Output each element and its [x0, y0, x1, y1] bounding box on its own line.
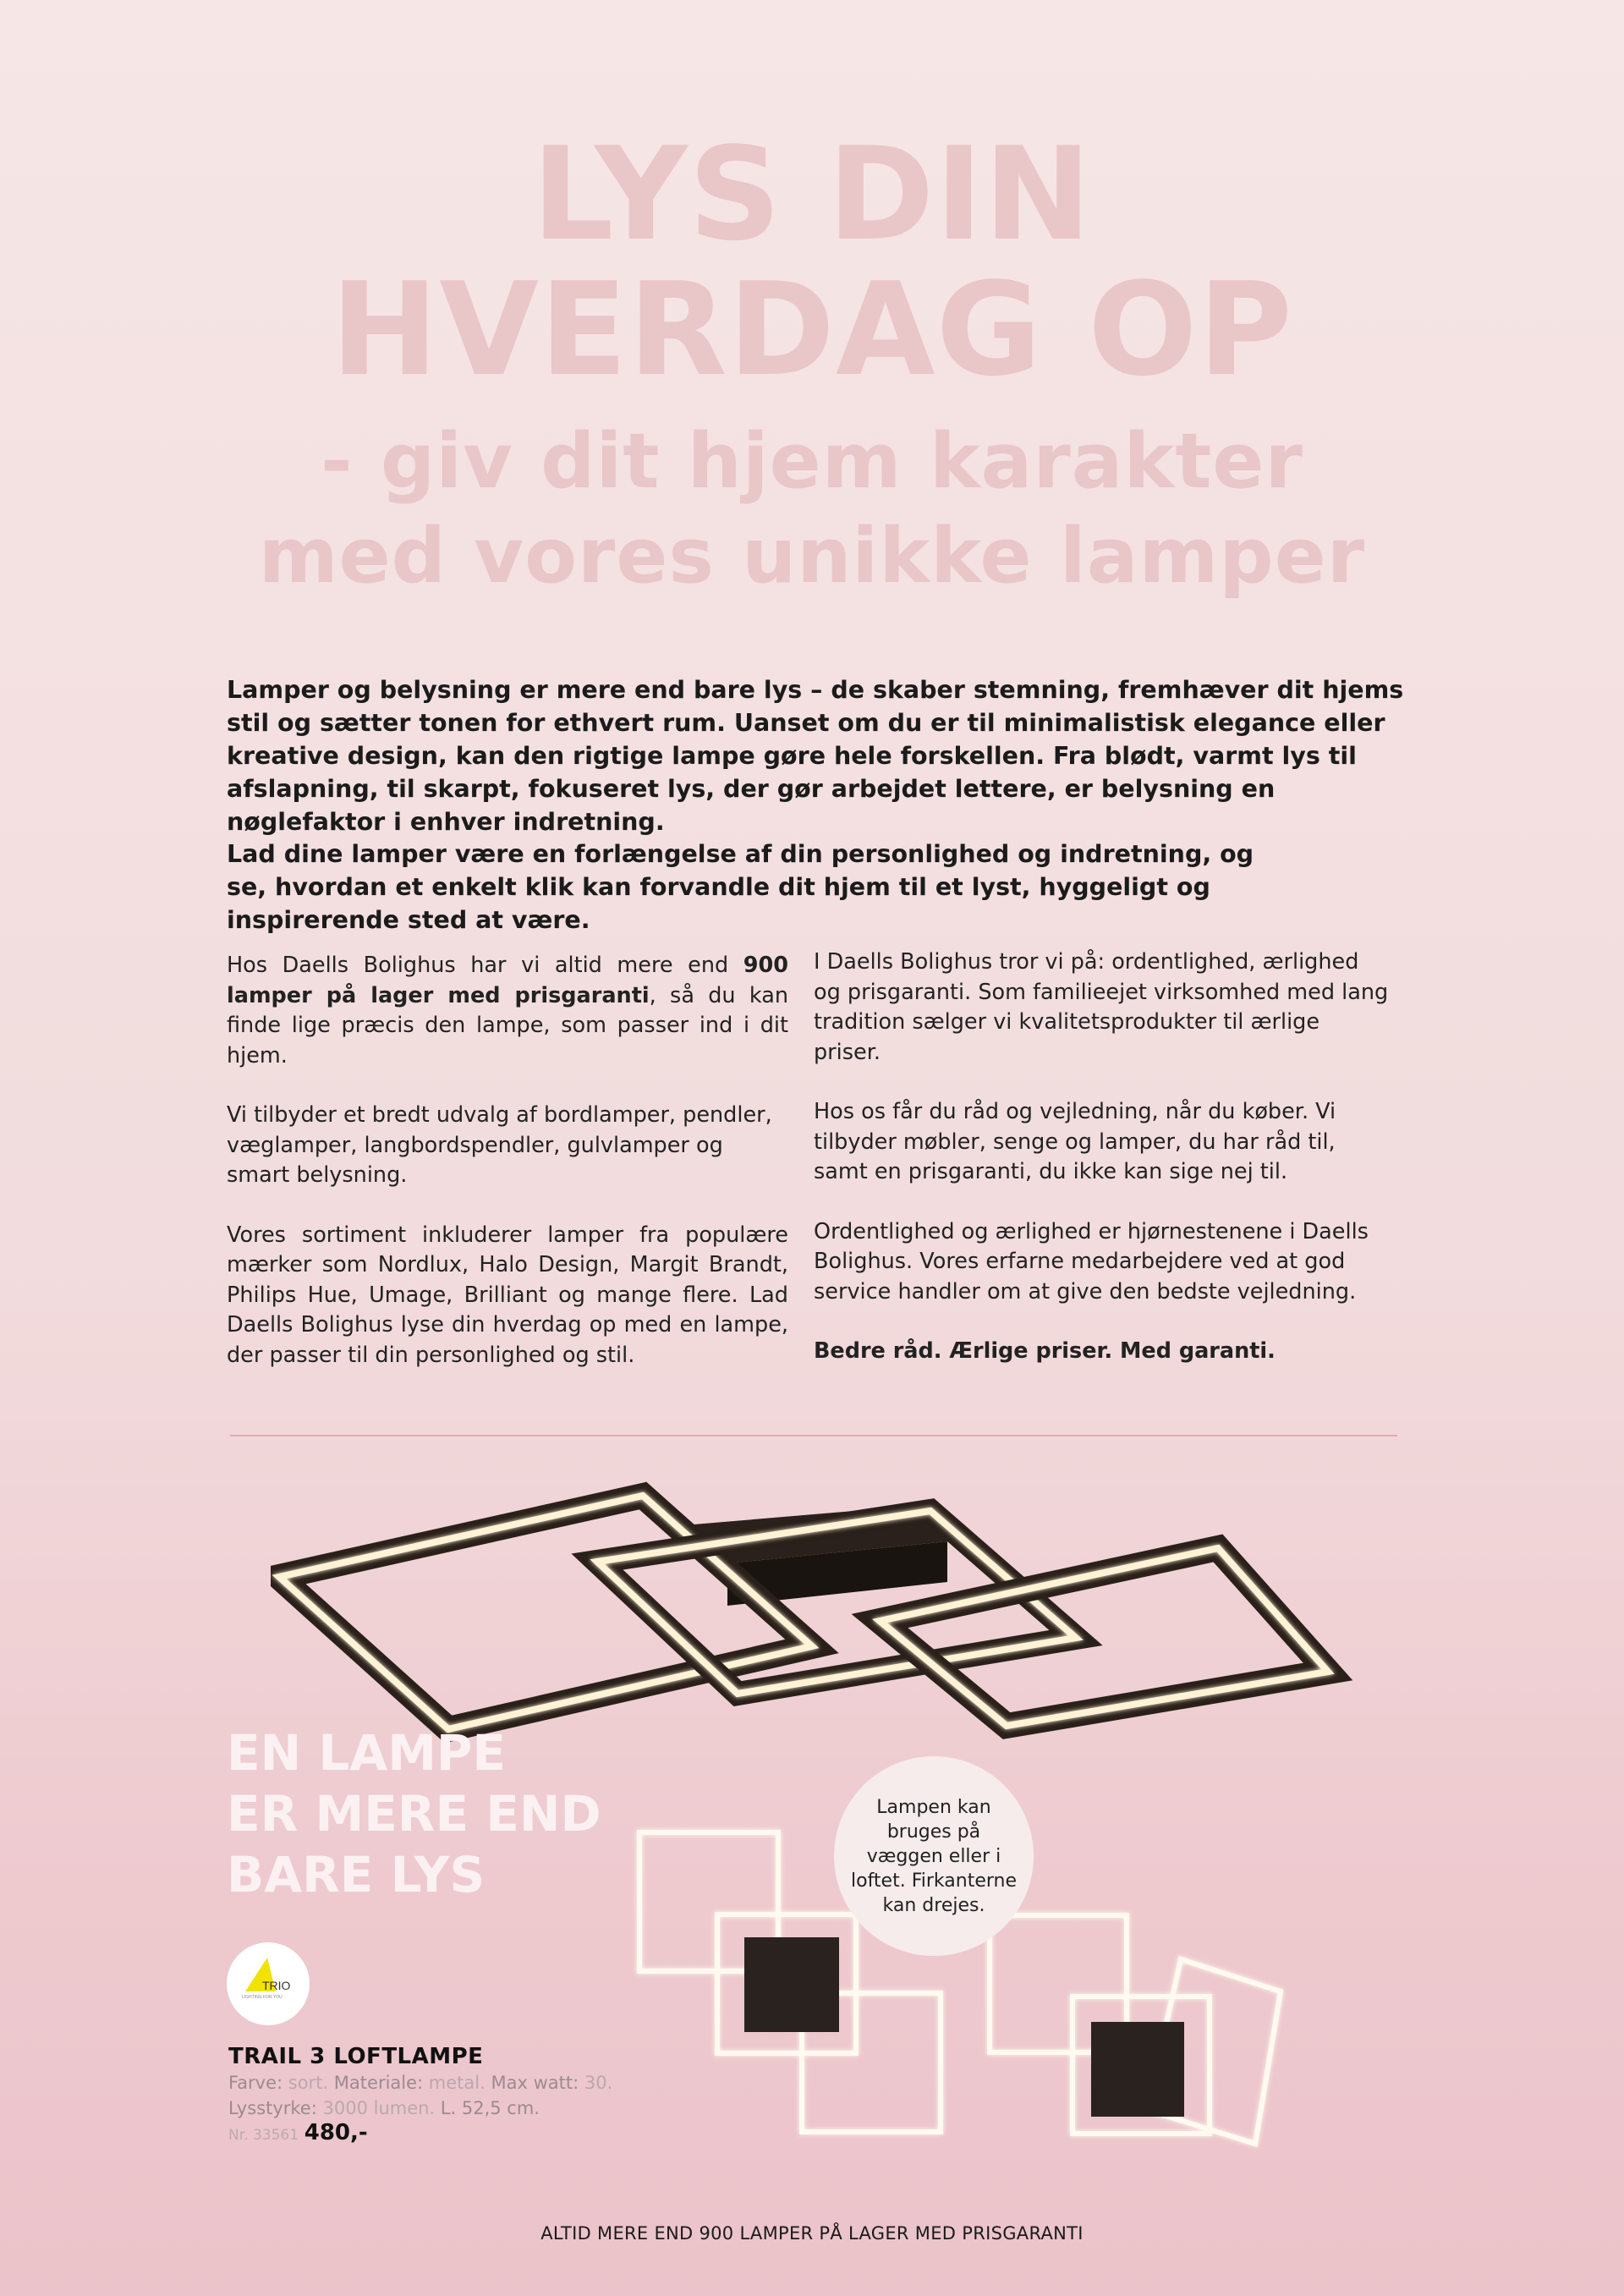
trail-lamp-main-image	[271, 1472, 1353, 1751]
hero-subheading	[0, 415, 1624, 604]
left-col-paragraph-3: Vores sortiment inkluderer lamper fra populære mærker som Nordlux, Halo Design, Margit Brandt, Philips Hue, Umage, Brilliant og mange flere. Lad Daells Bolighus lyse din hverdag op med en lampe, der passer til din personlighed og stil.	[227, 1222, 788, 1368]
info-bubble: Lampen kan bruges på væggen eller i loftet. Firkanterne kan drejes.	[834, 1756, 1034, 1956]
trio-logo-icon	[227, 1942, 310, 2025]
footer-text: ALTID MERE END 900 LAMPER PÅ LAGER MED PRISGARANTI	[540, 2223, 1084, 2244]
hero-line-3: - giv dit hjem karakter	[321, 417, 1303, 506]
hero-line-1: LYS DIN	[531, 119, 1093, 269]
section-divider	[230, 1435, 1397, 1436]
left-column	[227, 951, 788, 1400]
hero-line-2: HVERDAG OP	[331, 255, 1293, 404]
product-number: Nr. 33561	[228, 2127, 299, 2144]
trio-logo	[227, 1942, 310, 2025]
product-specs-line-2: Lysstyrke: 3000 lumen. L. 52,5 cm.	[228, 2098, 540, 2118]
left-col-paragraph-1: Hos Daells Bolighus har vi altid mere end 900 lamper på lager med prisgaranti, så du kan finde lige præcis den lampe, som passer ind i dit hjem.	[227, 953, 788, 1068]
svg-text:TRIO: TRIO	[262, 1979, 291, 1992]
right-col-tagline: Bedre råd. Ærlige priser. Med garanti.	[814, 1338, 1276, 1364]
right-col-paragraph-1: I Daells Bolighus tror vi på: ordentlighed, ærlighed og prisgaranti. Som familieejet virksomhed med lang tradition sælger vi kvalitetsprodukter til ærlige priser.	[814, 949, 1389, 1065]
slogan: EN LAMPE ER MERE END BARE LYS	[227, 1724, 601, 1903]
intro-paragraph-1: Lamper og belysning er mere end bare lys – de skaber stemning, fremhæver dit hjems stil og sætter tonen for ethvert rum. Uanset om du er til minimalistisk elegance eller kreative design, kan den rigtige lampe gøre hele forskellen. Fra blødt, varmt lys til afslapning, til skarpt, fokuseret lys, der gør arbejdet lettere, er belysning en nøglefaktor i enhver indretning.	[227, 676, 1404, 836]
product-price-line	[228, 2120, 368, 2145]
right-column	[814, 948, 1389, 1397]
right-col-paragraph-2: Hos os får du råd og vejledning, når du køber. Vi tilbyder møbler, senge og lamper, du har råd til, samt en prisgaranti, du ikke kan sige nej til.	[814, 1099, 1336, 1184]
svg-text:LIGHTING FOR YOU: LIGHTING FOR YOU	[242, 1995, 283, 2000]
hero-heading	[0, 119, 1624, 404]
product-specs-line-1: Farve: sort. Materiale: metal. Max watt: 30.	[228, 2073, 613, 2093]
left-col-paragraph-2: Vi tilbyder et bredt udvalg af bordlamper, pendler, væglamper, langbordspendler, gulvlamper og smart belysning.	[227, 1102, 772, 1188]
right-col-paragraph-3: Ordentlighed og ærlighed er hjørnestenene i Daells Bolighus. Vores erfarne medarbejdere ved at god service handler om at give den bedste vejledning.	[814, 1218, 1369, 1305]
hero-line-4: med vores unikke lamper	[258, 512, 1366, 601]
product-title: TRAIL 3 LOFTLAMPE	[228, 2044, 484, 2069]
product-price: 480,-	[304, 2120, 368, 2145]
lamp-variant-rotated-image	[983, 1909, 1287, 2162]
intro-paragraph-2: Lad dine lamper være en forlængelse af din personlighed og indretning, og se, hvordan et enkelt klik kan forvandle dit hjem til et lyst, hyggeligt og inspirerende sted at være.	[227, 840, 1254, 934]
